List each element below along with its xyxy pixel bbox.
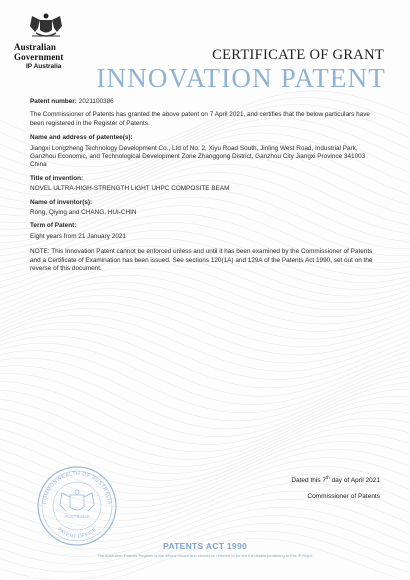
- seal-top-text: COMMONWEALTH OF AUSTRALIA: [41, 470, 113, 505]
- patent-number-value: 2021100386: [78, 98, 114, 105]
- invention-title-label: Title of invention:: [30, 174, 84, 182]
- australian-government-logo: [14, 12, 104, 70]
- invention-title-value: NOVEL ULTRA-HIGH-STRENGTH LIGHT UHPC COMPOSITE BEAM: [30, 185, 230, 193]
- patent-office-seal: [36, 465, 118, 547]
- dated-prefix: Dated this 7: [291, 477, 326, 485]
- certificate-title: CERTIFICATE OF GRANT: [212, 47, 384, 63]
- patent-number-row: [30, 98, 382, 106]
- patentee-label: Name and address of patentee(s):: [30, 134, 133, 142]
- coat-of-arms-icon: [26, 12, 66, 40]
- patent-number-label: Patent number:: [30, 98, 77, 105]
- seal-bottom-text: PATENT OFFICE: [55, 526, 99, 541]
- patents-act-title: PATENTS ACT 1990: [163, 541, 247, 551]
- seal-emblem-icon: [60, 490, 94, 511]
- patentee-value: Jiangxi Longzheng Technology Development Co., Ltd of No. 2, Xiyu Road South, Jinling West Road, Industrial Park, Ganzhou Economic, and Technological Development Zone Zhanggong District, Ganzhou City Jiangxi Province 341003 China: [30, 144, 366, 169]
- certificate-type: INNOVATION PATENT: [96, 63, 386, 93]
- dated-line: [291, 475, 380, 484]
- inventors-label: Name of inventor(s):: [30, 198, 93, 206]
- dated-suffix: day of April 2021: [329, 477, 380, 485]
- term-value: Eight years from 21 January 2021: [30, 232, 126, 240]
- inventors-value: Rong, Qiying and CHANG, HUI-CHIN: [30, 209, 137, 217]
- seal-center-text: AUSTRALIA: [64, 514, 90, 519]
- term-label: Term of Patent:: [30, 222, 77, 230]
- dated-ordinal: th: [326, 475, 330, 480]
- certificate-body: [30, 98, 382, 274]
- government-name: Australian Government: [14, 42, 64, 62]
- enforcement-note: NOTE: This Innovation Patent cannot be enforced unless and until it has been examined by the Commissioner of Patents and a Certificate of Examination has been issued. See sections 120(1A) and 129A of the Patents Act 1990, set out on the reverse of this document.: [30, 248, 373, 273]
- commissioner-role: Commissioner of Patents: [307, 493, 380, 500]
- grant-statement: The Commissioner of Patents has granted the above patent on 7 April 2021, and certifies that the below particulars have been registered in the Register of Patents.: [30, 111, 370, 127]
- agency-name: IP Australia: [26, 63, 62, 70]
- register-footer-note: The Australian Patents Register is the official record and should be referred to for the full details pertaining to this IP Right.: [97, 553, 313, 558]
